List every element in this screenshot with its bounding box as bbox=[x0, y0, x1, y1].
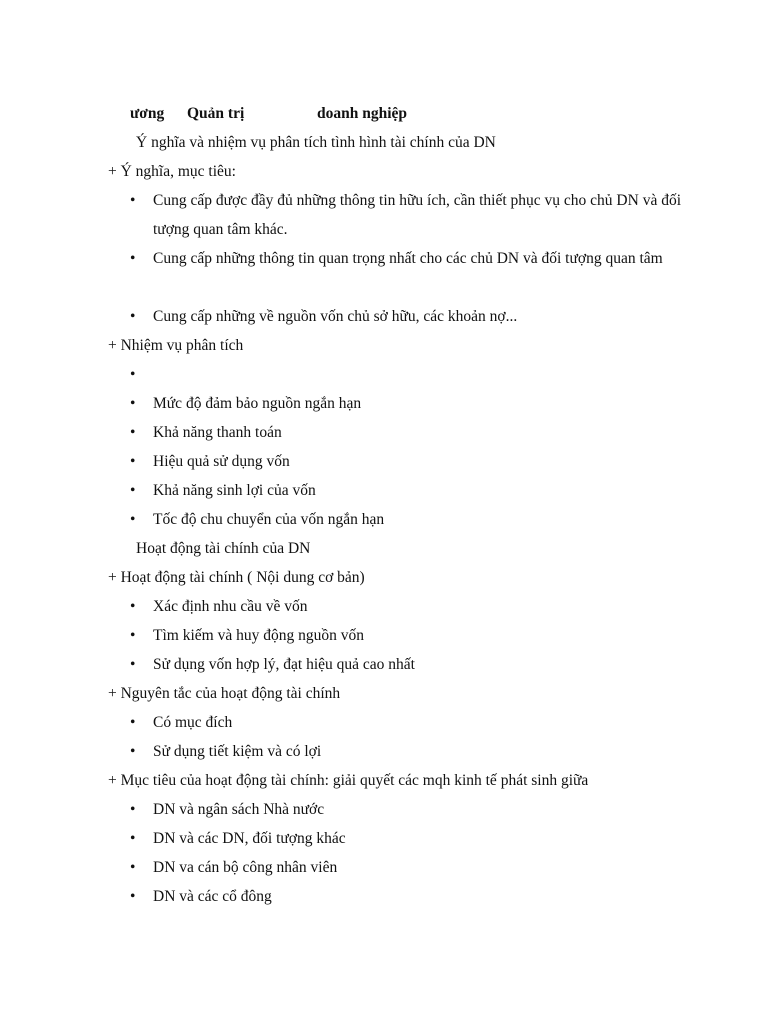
bullet-text: DN và các cổ đông bbox=[153, 888, 272, 905]
section-2-sub-1-heading: + Hoạt động tài chính ( Nội dung cơ bản) bbox=[108, 569, 365, 586]
bullet-text: Sử dụng tiết kiệm và có lợi bbox=[153, 743, 322, 760]
bullet-text: Tốc độ chu chuyển của vốn ngắn hạn bbox=[153, 511, 385, 528]
header-part-2: Quản trị bbox=[187, 105, 245, 122]
bullet-dot: • bbox=[130, 366, 136, 383]
bullet-dot: • bbox=[130, 250, 136, 267]
bullet-dot: • bbox=[130, 192, 136, 209]
bullet-dot: • bbox=[130, 743, 136, 760]
bullet-text: Tìm kiếm và huy động nguồn vốn bbox=[153, 627, 364, 644]
bullet-dot: • bbox=[130, 830, 136, 847]
bullet-text: Khả năng sinh lợi của vốn bbox=[153, 482, 316, 499]
bullet-text: Xác định nhu cầu về vốn bbox=[153, 598, 308, 615]
bullet-dot: • bbox=[130, 453, 136, 470]
bullet-dot: • bbox=[130, 395, 136, 412]
bullet-text: Cung cấp được đầy đủ những thông tin hữu ích, cần thiết phục vụ cho chủ DN và đối bbox=[153, 192, 682, 209]
bullet-text: Có mục đích bbox=[153, 714, 233, 731]
section-2-sub-2-heading: + Nguyên tắc của hoạt động tài chính bbox=[108, 685, 341, 702]
bullet-text: DN và ngân sách Nhà nước bbox=[153, 801, 325, 818]
bullet-text: DN va cán bộ công nhân viên bbox=[153, 859, 338, 876]
bullet-dot: • bbox=[130, 511, 136, 528]
bullet-dot: • bbox=[130, 714, 136, 731]
bullet-text: DN và các DN, đối tượng khác bbox=[153, 830, 346, 847]
section-1-sub-2-heading: + Nhiệm vụ phân tích bbox=[108, 337, 244, 354]
section-2-title: Hoạt động tài chính của DN bbox=[136, 540, 311, 557]
bullet-dot: • bbox=[130, 424, 136, 441]
bullet-text: Mức độ đảm bảo nguồn ngắn hạn bbox=[153, 395, 362, 412]
bullet-dot: • bbox=[130, 859, 136, 876]
bullet-dot: • bbox=[130, 888, 136, 905]
section-1-sub-1-heading: + Ý nghĩa, mục tiêu: bbox=[108, 163, 236, 180]
section-2-sub-3-heading: + Mục tiêu của hoạt động tài chính: giải quyết các mqh kinh tế phát sinh giữa bbox=[108, 772, 589, 789]
bullet-text: Hiệu quả sử dụng vốn bbox=[153, 453, 290, 470]
bullet-text: Khả năng thanh toán bbox=[153, 424, 282, 441]
bullet-text: Cung cấp những về nguồn vốn chủ sở hữu, các khoản nợ... bbox=[153, 308, 518, 325]
header-part-1: ương bbox=[130, 105, 165, 122]
bullet-text-continuation: tượng quan tâm khác. bbox=[153, 221, 288, 238]
bullet-text: Cung cấp những thông tin quan trọng nhất cho các chủ DN và đối tượng quan tâm bbox=[153, 250, 663, 267]
header-part-3: doanh nghiệp bbox=[317, 105, 408, 122]
bullet-dot: • bbox=[130, 801, 136, 818]
bullet-dot: • bbox=[130, 656, 136, 673]
bullet-dot: • bbox=[130, 627, 136, 644]
bullet-dot: • bbox=[130, 598, 136, 615]
bullet-dot: • bbox=[130, 308, 136, 325]
section-1-title: Ý nghĩa và nhiệm vụ phân tích tình hình tài chính của DN bbox=[136, 134, 496, 151]
bullet-dot: • bbox=[130, 482, 136, 499]
bullet-text: Sử dụng vốn hợp lý, đạt hiệu quả cao nhất bbox=[153, 656, 415, 673]
